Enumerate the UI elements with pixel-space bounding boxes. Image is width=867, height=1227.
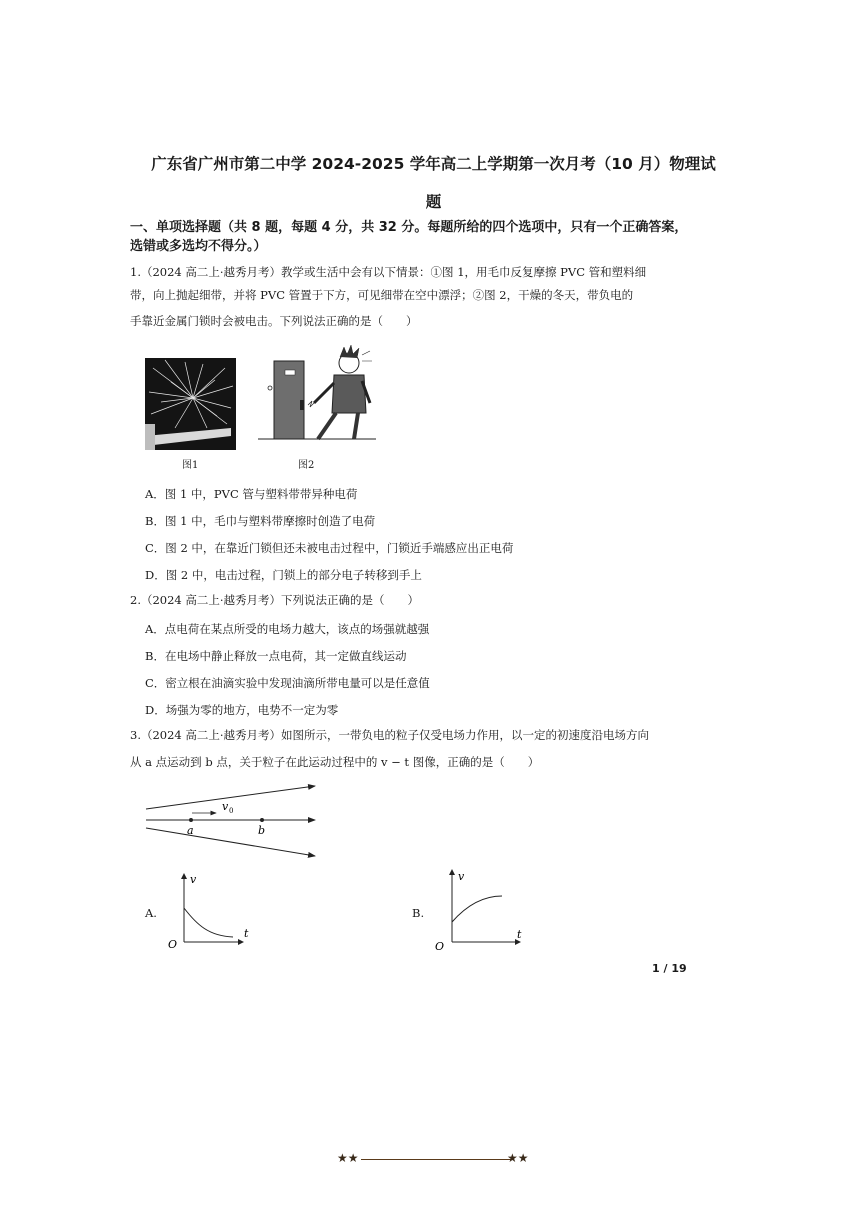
- section-heading-line2: 选错或多选均不得分。）: [130, 239, 267, 254]
- figure-2-caption: 图2: [298, 460, 315, 471]
- point-b: [260, 818, 264, 822]
- v0-subscript: 0: [229, 807, 234, 815]
- page-title-line2: 题: [425, 193, 442, 211]
- q1-option-b: B．图 1 中，毛巾与塑料带摩擦时创造了电荷: [145, 514, 376, 528]
- q3-stem-line1: 3.（2024 高二上·越秀月考）如图所示，一带负电的粒子仅受电场力作用，以一定的初速度沿电场方向: [130, 728, 650, 742]
- q3-stem-line2: 从 a 点运动到 b 点，关于粒子在此运动过程中的 v − t 图像，正确的是（ ）: [130, 755, 540, 769]
- q1-stem-line3: 手靠近金属门锁时会被电击。下列说法正确的是（ ）: [130, 314, 418, 328]
- figure-1-caption: 图1: [182, 460, 199, 471]
- origin-label: O: [168, 938, 178, 951]
- q2-option-c: C．密立根在油滴实验中发现油滴所带电量可以是任意值: [145, 676, 430, 690]
- axis-v-label: v: [190, 873, 197, 886]
- q3-option-b-label: B.: [412, 906, 425, 920]
- field-line-bottom: [146, 828, 315, 856]
- q1-option-a: A．图 1 中，PVC 管与塑料带带异种电荷: [145, 487, 358, 501]
- increasing-curve: [452, 896, 502, 922]
- q2-option-b: B．在电场中静止释放一点电荷，其一定做直线运动: [145, 649, 407, 663]
- q3-option-b-graph: [432, 866, 527, 952]
- v0-label: v: [222, 800, 229, 813]
- decreasing-curve: [184, 908, 233, 937]
- q1-stem-line2: 带，向上抛起细带，并将 PVC 管置于下方，可见细带在空中漂浮；②图 2，干燥的冬天，带负电的: [130, 288, 634, 302]
- q3-option-a-graph: [165, 870, 260, 952]
- footer-stars-left: ★★: [337, 1151, 359, 1165]
- q2-option-d: D．场强为零的地方，电势不一定为零: [145, 703, 339, 717]
- page-number: 1 / 19: [652, 962, 687, 975]
- q2-stem: 2.（2024 高二上·越秀月考）下列说法正确的是（ ）: [130, 593, 420, 607]
- footer-stars-right: ★★: [507, 1151, 529, 1165]
- axis-v-label-b: v: [458, 870, 465, 883]
- q1-option-d: D．图 2 中，电击过程，门锁上的部分电子转移到手上: [145, 568, 422, 582]
- section-heading-line1: 一、单项选择题（共 8 题，每题 4 分，共 32 分。每题所给的四个选项中，只有一个正确答案，: [130, 220, 688, 235]
- axis-t-label: t: [244, 927, 249, 940]
- q1-option-c: C．图 2 中，在靠近门锁但还未被电击过程中，门锁近手端感应出正电荷: [145, 541, 514, 555]
- point-a-label: a: [187, 824, 194, 837]
- point-a: [189, 818, 193, 822]
- q3-option-a-label: A.: [145, 906, 157, 920]
- page-title-line1: 广东省广州市第二中学 2024-2025 学年高二上学期第一次月考（10 月）物理试: [151, 155, 716, 173]
- point-b-label: b: [258, 824, 266, 837]
- origin-label-b: O: [435, 940, 445, 952]
- axis-t-label-b: t: [517, 928, 522, 941]
- field-lines-diagram: [140, 780, 325, 862]
- q2-option-a: A．点电荷在某点所受的电场力越大，该点的场强就越强: [145, 622, 430, 636]
- figure-2-image: [258, 345, 376, 451]
- figure-1-image: [145, 358, 236, 450]
- footer-decoration: [337, 1151, 537, 1167]
- footer-rule: [361, 1159, 511, 1160]
- field-line-top: [146, 786, 315, 809]
- q1-stem-line1: 1.（2024 高二上·越秀月考）教学或生活中会有以下情景：①图 1，用毛巾反复摩擦 PVC 管和塑料细: [130, 265, 647, 279]
